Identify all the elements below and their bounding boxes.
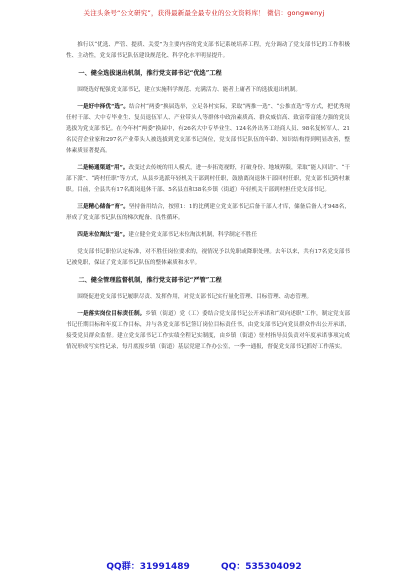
- section-heading-2: 二、健全管理监督机制，推行党支部书记“严管”工程: [78, 277, 222, 284]
- paragraph: 围绕促进党支部书记履职尽责、发挥作用，对党支部书记实行量化管理、目标管理、动态管理。: [77, 294, 313, 300]
- paragraph: 党支部书记职位认定标准，对不胜任岗位要求的，视情况予以免职或降职处理。去年以来，共有17名党支部书记被免职，保证了党支部书记队伍的整体素质和水平。: [66, 249, 350, 266]
- paragraph-lead: 四是末位淘汰“退”。: [77, 232, 129, 238]
- paragraph-lead: 一是落实岗位目标责任制。: [77, 311, 146, 317]
- paragraph-text: 乡镇（街道）党（工）委结合党支部书记公开承诺和“双向述职”工作，制定党支部书记任期目标和年度工作目标，并与各党支部书记签订岗位目标责任书，由党支部书记向党员群众作出公开承诺，接受党员群众监督。建立党支部书记工作实绩全程记实制度，由乡镇（街道）驻村指导员负责对年度承诺事项完成情况形成写实性记录，每月底报乡镇（街道）基层党建工作办公室，一季一通报，督促党支部书记抓好工作落实。: [66, 311, 350, 350]
- paragraph-text: 改变过去传统的用人模式，进一步拓宽视野，打破身份、地域界限，采取“能人回请”、“干部下派”、“跨村任职”等方式，从县乡选派年轻机关干部到村任职，鼓励离岗退休干部回村任职，党支部书记跨村兼职。目前，全县共有17名离岗退休干部、5名县直和38名乡镇（街道）年轻机关干部到村担任党支部书记。: [66, 165, 350, 193]
- intro-paragraph: 推行以“优选、严管、提质、关爱”为主要内容的党支部书记系统培养工程，充分调动了党支部书记的工作积极性、主动性，党支部书记队伍建设规范化、科学化水平明显提升。: [66, 42, 350, 59]
- paragraph-lead: 三是精心储备“育”。: [77, 204, 129, 210]
- paragraph-text: 坚持备用结合，按照1：1的比例建立党支部书记后备干部人才库，储备后备人才948名，形成了党支部书记队伍的梯次配备、良性循环。: [66, 204, 351, 221]
- paragraph: [66, 163, 350, 196]
- header-banner: 关注头条号“公文研究”，获得最新最全最专业的公文资料库！ 微信：gongwenyj: [83, 9, 325, 17]
- paragraph: [66, 309, 350, 353]
- section-heading-1: 一、健全选拔退出机制，推行党支部书记“优选”工程: [78, 70, 222, 77]
- footer-contact: [0, 559, 408, 572]
- document-body: [66, 40, 350, 359]
- paragraph-lead: 二是畅通渠道“用”。: [77, 165, 129, 171]
- paragraph-text: 建立健全党支部书记末位淘汰机制，科学制定不胜任: [128, 232, 258, 238]
- qq-group-text: QQ群：31991489: [106, 562, 190, 572]
- paragraph-lead: 一是好中择优“选”。: [77, 104, 129, 110]
- paragraph: [66, 230, 350, 241]
- paragraph: 围绕选好配强党支部书记，建立实施科学规范、充满活力、能者上庸者下的选拔退出机制。: [77, 87, 301, 93]
- paragraph: [66, 102, 350, 157]
- paragraph-text: 结合村“两委”换届选举，立足各村实际，采取“两推一选”、“公推直选”等方式，把优秀现任村干部、大中专毕业生、复员退伍军人、产业带头人等群体中政治素质高、群众威信高、致富带富能力强的党员选拔为党支部书记。在今年村“两委”换届中，有26名大中专毕业生、124名外出务工经商人员、98名复转军人、21名民营企业家和297名产业带头人被选拔到党支部书记岗位，党支部书记队伍的年龄、知识结构得到明显改善，整体素质显著提高。: [66, 104, 350, 154]
- paragraph: [66, 202, 350, 224]
- qq-text: QQ：535304092: [220, 562, 302, 572]
